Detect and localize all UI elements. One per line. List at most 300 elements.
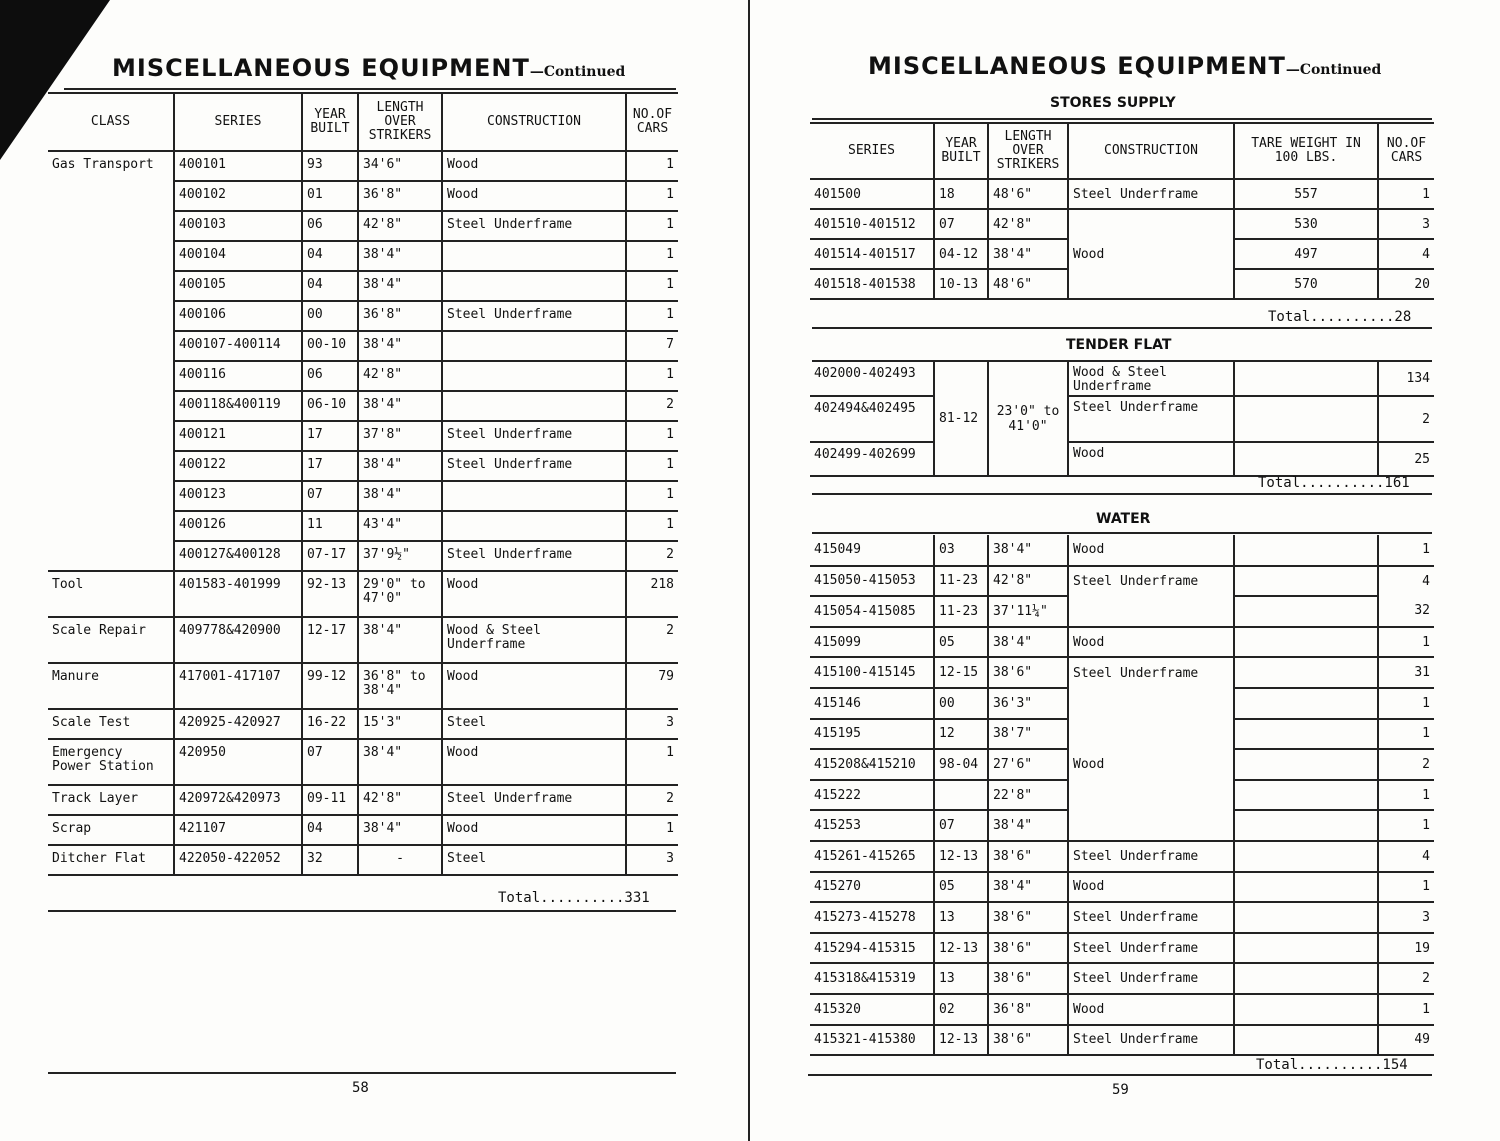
cars-cell: 1 <box>1378 872 1434 903</box>
class-cell: Scrap <box>48 815 174 845</box>
length-cell: 38'4" <box>358 391 442 421</box>
series-cell: 421107 <box>174 815 302 845</box>
series-cell: 401514-401517 <box>810 239 934 269</box>
cars-cell: 1 <box>626 481 678 511</box>
series-cell: 415099 <box>810 627 934 658</box>
cars-cell: 1 <box>626 271 678 301</box>
construction-cell: Wood & Steel Underframe <box>442 617 626 663</box>
cars-cell: 3 <box>626 709 678 739</box>
length-cell: 36'3" <box>988 688 1068 719</box>
title-rule <box>64 88 676 90</box>
length-cell: - <box>358 845 442 875</box>
length-cell: 48'6" <box>988 179 1068 209</box>
series-cell: 420950 <box>174 739 302 785</box>
tare-weight-cell <box>1234 442 1378 476</box>
table-row <box>48 451 678 481</box>
length-cell: 38'4" <box>988 872 1068 903</box>
year-cell: 11-23 <box>934 566 988 597</box>
year-cell: 11 <box>302 511 358 541</box>
tare-weight-cell <box>1234 749 1378 780</box>
table-row <box>48 211 678 241</box>
year-cell: 17 <box>302 451 358 481</box>
series-cell: 402494&402495 <box>810 396 934 442</box>
length-cell: 42'8" <box>358 361 442 391</box>
series-cell: 420925-420927 <box>174 709 302 739</box>
tender-bottom-rule <box>812 493 1432 495</box>
table-row <box>810 780 1434 811</box>
construction-cell <box>1068 719 1234 750</box>
construction-cell: Steel Underframe <box>442 785 626 815</box>
length-cell: 38'4" <box>358 271 442 301</box>
cars-cell: 2 <box>626 617 678 663</box>
table-row <box>810 627 1434 658</box>
table-row <box>810 994 1434 1025</box>
class-cell: Manure <box>48 663 174 709</box>
cars-cell: 1 <box>626 301 678 331</box>
cars-cell: 1 <box>1378 688 1434 719</box>
table-row <box>48 391 678 421</box>
cars-cell: 1 <box>1378 810 1434 841</box>
cars-cell: 3 <box>1378 209 1434 239</box>
table-row <box>48 815 678 845</box>
table-row <box>810 239 1434 269</box>
construction-cell: Steel Underframe <box>1068 657 1234 688</box>
series-cell: 400123 <box>174 481 302 511</box>
class-cell <box>48 211 174 241</box>
length-cell: 43'4" <box>358 511 442 541</box>
length-cell: 36'8" <box>358 301 442 331</box>
construction-cell: Wood <box>442 815 626 845</box>
year-cell: 06 <box>302 361 358 391</box>
tare-weight-cell <box>1234 566 1378 597</box>
tare-weight-cell <box>1234 657 1378 688</box>
construction-cell <box>442 391 626 421</box>
cars-cell: 1 <box>1378 179 1434 209</box>
series-cell: 400103 <box>174 211 302 241</box>
length-cell: 36'8" <box>988 994 1068 1025</box>
series-cell: 400107-400114 <box>174 331 302 361</box>
cars-cell: 2 <box>1378 963 1434 994</box>
length-cell: 42'8" <box>358 211 442 241</box>
year-cell: 00 <box>934 688 988 719</box>
cars-cell: 2 <box>626 785 678 815</box>
table-row <box>48 663 678 709</box>
construction-cell <box>442 511 626 541</box>
construction-cell: Wood <box>442 663 626 709</box>
cars-cell: 1 <box>1378 627 1434 658</box>
series-cell: 415049 <box>810 535 934 566</box>
length-cell: 38'4" <box>358 617 442 663</box>
series-cell: 415222 <box>810 780 934 811</box>
year-cell: 04 <box>302 241 358 271</box>
cars-cell: 32 <box>1378 596 1434 627</box>
series-cell: 400104 <box>174 241 302 271</box>
year-cell: 13 <box>934 963 988 994</box>
table-row <box>810 269 1434 299</box>
table-row <box>810 963 1434 994</box>
page-title <box>112 54 625 82</box>
length-cell: 23'0" to 41'0" <box>988 362 1068 476</box>
page-number: 58 <box>352 1080 369 1096</box>
series-cell: 420972&420973 <box>174 785 302 815</box>
stores-header-row <box>810 123 1434 179</box>
construction-cell: Steel Underframe <box>1068 1025 1234 1056</box>
column-header: TARE WEIGHT IN 100 LBS. <box>1234 123 1378 179</box>
class-cell <box>48 421 174 451</box>
cars-cell: 7 <box>626 331 678 361</box>
class-cell: Track Layer <box>48 785 174 815</box>
table-row <box>48 331 678 361</box>
cars-cell: 1 <box>626 451 678 481</box>
table-row <box>48 617 678 663</box>
class-cell <box>48 241 174 271</box>
series-cell: 400101 <box>174 151 302 181</box>
length-cell: 38'4" <box>988 810 1068 841</box>
table-row <box>810 566 1434 597</box>
length-cell: 38'6" <box>988 657 1068 688</box>
year-cell: 16-22 <box>302 709 358 739</box>
table-row <box>48 361 678 391</box>
length-cell: 29'0" to 47'0" <box>358 571 442 617</box>
column-header: CONSTRUCTION <box>442 93 626 151</box>
length-cell: 42'8" <box>988 566 1068 597</box>
length-cell: 38'4" <box>988 239 1068 269</box>
tare-weight-cell <box>1234 902 1378 933</box>
cars-cell: 2 <box>626 541 678 571</box>
column-header: SERIES <box>810 123 934 179</box>
class-cell: Tool <box>48 571 174 617</box>
year-cell: 07 <box>934 209 988 239</box>
tender-heading: TENDER FLAT <box>1066 337 1172 353</box>
page-number: 59 <box>1112 1082 1129 1098</box>
water-bottom-rule <box>808 1074 1432 1076</box>
class-cell <box>48 271 174 301</box>
bottom-rule <box>48 910 676 912</box>
cars-cell: 1 <box>626 361 678 391</box>
tare-weight-cell <box>1234 1025 1378 1056</box>
tare-weight-cell <box>1234 362 1378 396</box>
tender-total: Total..........161 <box>1258 475 1410 491</box>
tare-weight-cell: 530 <box>1234 209 1378 239</box>
table-row <box>810 688 1434 719</box>
year-cell: 92-13 <box>302 571 358 617</box>
tare-weight-cell <box>1234 841 1378 872</box>
class-cell <box>48 301 174 331</box>
table-row <box>48 541 678 571</box>
series-cell: 400122 <box>174 451 302 481</box>
series-cell: 400118&400119 <box>174 391 302 421</box>
cars-cell: 2 <box>626 391 678 421</box>
table-row <box>810 596 1434 627</box>
construction-cell: Steel Underframe <box>1068 841 1234 872</box>
tare-weight-cell <box>1234 396 1378 442</box>
length-cell: 38'4" <box>358 739 442 785</box>
year-cell: 05 <box>934 627 988 658</box>
length-cell: 36'8" to 38'4" <box>358 663 442 709</box>
length-cell: 22'8" <box>988 780 1068 811</box>
year-cell: 10-13 <box>934 269 988 299</box>
tare-weight-cell <box>1234 963 1378 994</box>
construction-cell: Wood <box>442 151 626 181</box>
year-cell: 02 <box>934 994 988 1025</box>
tare-weight-cell <box>1234 535 1378 566</box>
series-cell: 400106 <box>174 301 302 331</box>
construction-cell <box>442 481 626 511</box>
year-cell: 18 <box>934 179 988 209</box>
table-row <box>810 396 1434 442</box>
footer-rule <box>48 1072 676 1074</box>
length-cell: 38'4" <box>358 815 442 845</box>
cars-cell: 1 <box>626 211 678 241</box>
total-label: Total..........331 <box>498 890 650 906</box>
length-cell: 38'4" <box>358 451 442 481</box>
series-cell: 401510-401512 <box>810 209 934 239</box>
cars-cell: 4 <box>1378 239 1434 269</box>
year-cell: 06-10 <box>302 391 358 421</box>
construction-cell: Steel Underframe <box>1068 933 1234 964</box>
year-cell: 11-23 <box>934 596 988 627</box>
year-cell: 12 <box>934 719 988 750</box>
cars-cell: 1 <box>626 815 678 845</box>
series-cell: 415208&415210 <box>810 749 934 780</box>
table-header-row <box>48 93 678 151</box>
class-cell: Ditcher Flat <box>48 845 174 875</box>
length-cell: 38'4" <box>358 331 442 361</box>
series-cell: 400126 <box>174 511 302 541</box>
table-row <box>810 657 1434 688</box>
class-cell <box>48 451 174 481</box>
column-header: NO.OF CARS <box>626 93 678 151</box>
year-cell: 32 <box>302 845 358 875</box>
construction-cell: Wood <box>442 181 626 211</box>
table-row <box>810 810 1434 841</box>
series-cell: 402000-402493 <box>810 362 934 396</box>
series-cell: 401500 <box>810 179 934 209</box>
cars-cell: 1 <box>626 511 678 541</box>
construction-cell: Wood <box>1068 749 1234 780</box>
length-cell: 37'8" <box>358 421 442 451</box>
tare-weight-cell <box>1234 933 1378 964</box>
cars-cell: 1 <box>1378 994 1434 1025</box>
series-cell: 415261-415265 <box>810 841 934 872</box>
stores-table <box>810 122 1434 300</box>
table-row <box>48 181 678 211</box>
construction-cell <box>1068 688 1234 719</box>
cars-cell: 1 <box>626 421 678 451</box>
series-cell: 415320 <box>810 994 934 1025</box>
tare-weight-cell: 557 <box>1234 179 1378 209</box>
table-row <box>810 902 1434 933</box>
construction-cell <box>1068 209 1234 239</box>
series-cell: 400102 <box>174 181 302 211</box>
cars-cell: 2 <box>1378 749 1434 780</box>
series-cell: 415294-415315 <box>810 933 934 964</box>
tare-weight-cell <box>1234 688 1378 719</box>
length-cell: 27'6" <box>988 749 1068 780</box>
stores-heading: STORES SUPPLY <box>1050 95 1176 111</box>
construction-cell <box>1068 810 1234 841</box>
table-row <box>48 301 678 331</box>
cars-cell: 3 <box>626 845 678 875</box>
year-cell: 12-13 <box>934 841 988 872</box>
construction-cell: Wood <box>1068 535 1234 566</box>
year-cell: 81-12 <box>934 362 988 476</box>
title-text: MISCELLANEOUS EQUIPMENT <box>112 54 530 82</box>
cars-cell: 79 <box>626 663 678 709</box>
length-cell: 42'8" <box>358 785 442 815</box>
table-row <box>810 719 1434 750</box>
class-cell <box>48 361 174 391</box>
cars-cell: 1 <box>626 151 678 181</box>
table-row <box>48 271 678 301</box>
length-cell: 38'6" <box>988 902 1068 933</box>
water-rule <box>812 532 1432 534</box>
table-row <box>810 841 1434 872</box>
length-cell: 34'6" <box>358 151 442 181</box>
cars-cell: 20 <box>1378 269 1434 299</box>
series-cell: 400116 <box>174 361 302 391</box>
cars-cell: 49 <box>1378 1025 1434 1056</box>
table-row <box>810 535 1434 566</box>
construction-cell: Wood & Steel Underframe <box>1068 362 1234 396</box>
series-cell: 415050-415053 <box>810 566 934 597</box>
year-cell: 04 <box>302 271 358 301</box>
year-cell: 99-12 <box>302 663 358 709</box>
cars-cell: 19 <box>1378 933 1434 964</box>
title-text: MISCELLANEOUS EQUIPMENT <box>868 52 1286 80</box>
table-row <box>48 241 678 271</box>
cars-cell: 3 <box>1378 902 1434 933</box>
column-header: YEAR BUILT <box>934 123 988 179</box>
series-cell: 400127&400128 <box>174 541 302 571</box>
cars-cell: 2 <box>1378 396 1434 442</box>
construction-cell <box>442 271 626 301</box>
column-header: LENGTH OVER STRIKERS <box>988 123 1068 179</box>
tare-weight-cell <box>1234 872 1378 903</box>
year-cell: 93 <box>302 151 358 181</box>
construction-cell: Steel Underframe <box>442 301 626 331</box>
cars-cell: 4 <box>1378 841 1434 872</box>
class-cell: Scale Test <box>48 709 174 739</box>
stores-total: Total..........28 <box>1268 309 1412 325</box>
series-cell: 402499-402699 <box>810 442 934 476</box>
water-body <box>810 535 1434 1055</box>
construction-cell: Steel Underframe <box>442 541 626 571</box>
tare-weight-cell <box>1234 627 1378 658</box>
table-row <box>810 209 1434 239</box>
cars-cell: 218 <box>626 571 678 617</box>
length-cell: 48'6" <box>988 269 1068 299</box>
cars-cell: 1 <box>626 739 678 785</box>
table-body <box>48 151 678 875</box>
length-cell: 38'4" <box>358 241 442 271</box>
series-cell: 415100-415145 <box>810 657 934 688</box>
table-row <box>810 872 1434 903</box>
construction-cell: Wood <box>1068 239 1234 269</box>
construction-cell: Steel Underframe <box>1068 396 1234 442</box>
construction-cell <box>442 241 626 271</box>
length-cell: 36'8" <box>358 181 442 211</box>
year-cell: 00 <box>302 301 358 331</box>
series-cell: 415318&415319 <box>810 963 934 994</box>
class-cell <box>48 541 174 571</box>
series-cell: 415146 <box>810 688 934 719</box>
year-cell: 12-15 <box>934 657 988 688</box>
class-cell <box>48 511 174 541</box>
table-row <box>48 421 678 451</box>
length-cell: 38'4" <box>358 481 442 511</box>
cars-cell: 1 <box>1378 535 1434 566</box>
series-cell: 415253 <box>810 810 934 841</box>
table-row <box>48 571 678 617</box>
column-header: CONSTRUCTION <box>1068 123 1234 179</box>
stores-bottom-rule <box>812 327 1432 329</box>
class-cell <box>48 391 174 421</box>
class-cell: Scale Repair <box>48 617 174 663</box>
series-cell: 400105 <box>174 271 302 301</box>
page-59 <box>750 0 1500 1141</box>
year-cell: 07 <box>934 810 988 841</box>
water-table <box>810 535 1434 1056</box>
year-cell: 12-17 <box>302 617 358 663</box>
year-cell: 06 <box>302 211 358 241</box>
length-cell: 38'6" <box>988 1025 1068 1056</box>
cars-cell: 31 <box>1378 657 1434 688</box>
year-cell: 03 <box>934 535 988 566</box>
construction-cell <box>1068 269 1234 299</box>
table-row <box>48 785 678 815</box>
length-cell: 38'7" <box>988 719 1068 750</box>
tare-weight-cell <box>1234 719 1378 750</box>
tender-table <box>810 362 1434 477</box>
tare-weight-cell <box>1234 596 1378 627</box>
tender-body <box>810 362 1434 476</box>
column-header: CLASS <box>48 93 174 151</box>
year-cell <box>934 780 988 811</box>
tare-weight-cell <box>1234 810 1378 841</box>
construction-cell: Steel Underframe <box>442 421 626 451</box>
cars-cell: 25 <box>1378 442 1434 476</box>
table-row <box>810 933 1434 964</box>
cars-cell: 1 <box>626 181 678 211</box>
series-cell: 415195 <box>810 719 934 750</box>
year-cell: 05 <box>934 872 988 903</box>
length-cell: 37'11¼" <box>988 596 1068 627</box>
tare-weight-cell <box>1234 780 1378 811</box>
column-header: NO.OF CARS <box>1378 123 1434 179</box>
construction-cell: Steel <box>442 709 626 739</box>
construction-cell: Wood <box>1068 627 1234 658</box>
class-cell <box>48 481 174 511</box>
year-cell: 17 <box>302 421 358 451</box>
cars-cell: 134 <box>1378 362 1434 396</box>
tare-weight-cell <box>1234 994 1378 1025</box>
year-cell: 12-13 <box>934 1025 988 1056</box>
construction-cell: Wood <box>1068 872 1234 903</box>
water-heading: WATER <box>1096 511 1151 527</box>
series-cell: 409778&420900 <box>174 617 302 663</box>
cars-cell: 1 <box>1378 719 1434 750</box>
year-cell: 04 <box>302 815 358 845</box>
column-header: LENGTH OVER STRIKERS <box>358 93 442 151</box>
stores-body <box>810 179 1434 299</box>
water-total: Total..........154 <box>1256 1057 1408 1073</box>
year-cell: 09-11 <box>302 785 358 815</box>
length-cell: 15'3" <box>358 709 442 739</box>
table-row <box>810 179 1434 209</box>
tare-weight-cell: 570 <box>1234 269 1378 299</box>
construction-cell: Wood <box>442 571 626 617</box>
